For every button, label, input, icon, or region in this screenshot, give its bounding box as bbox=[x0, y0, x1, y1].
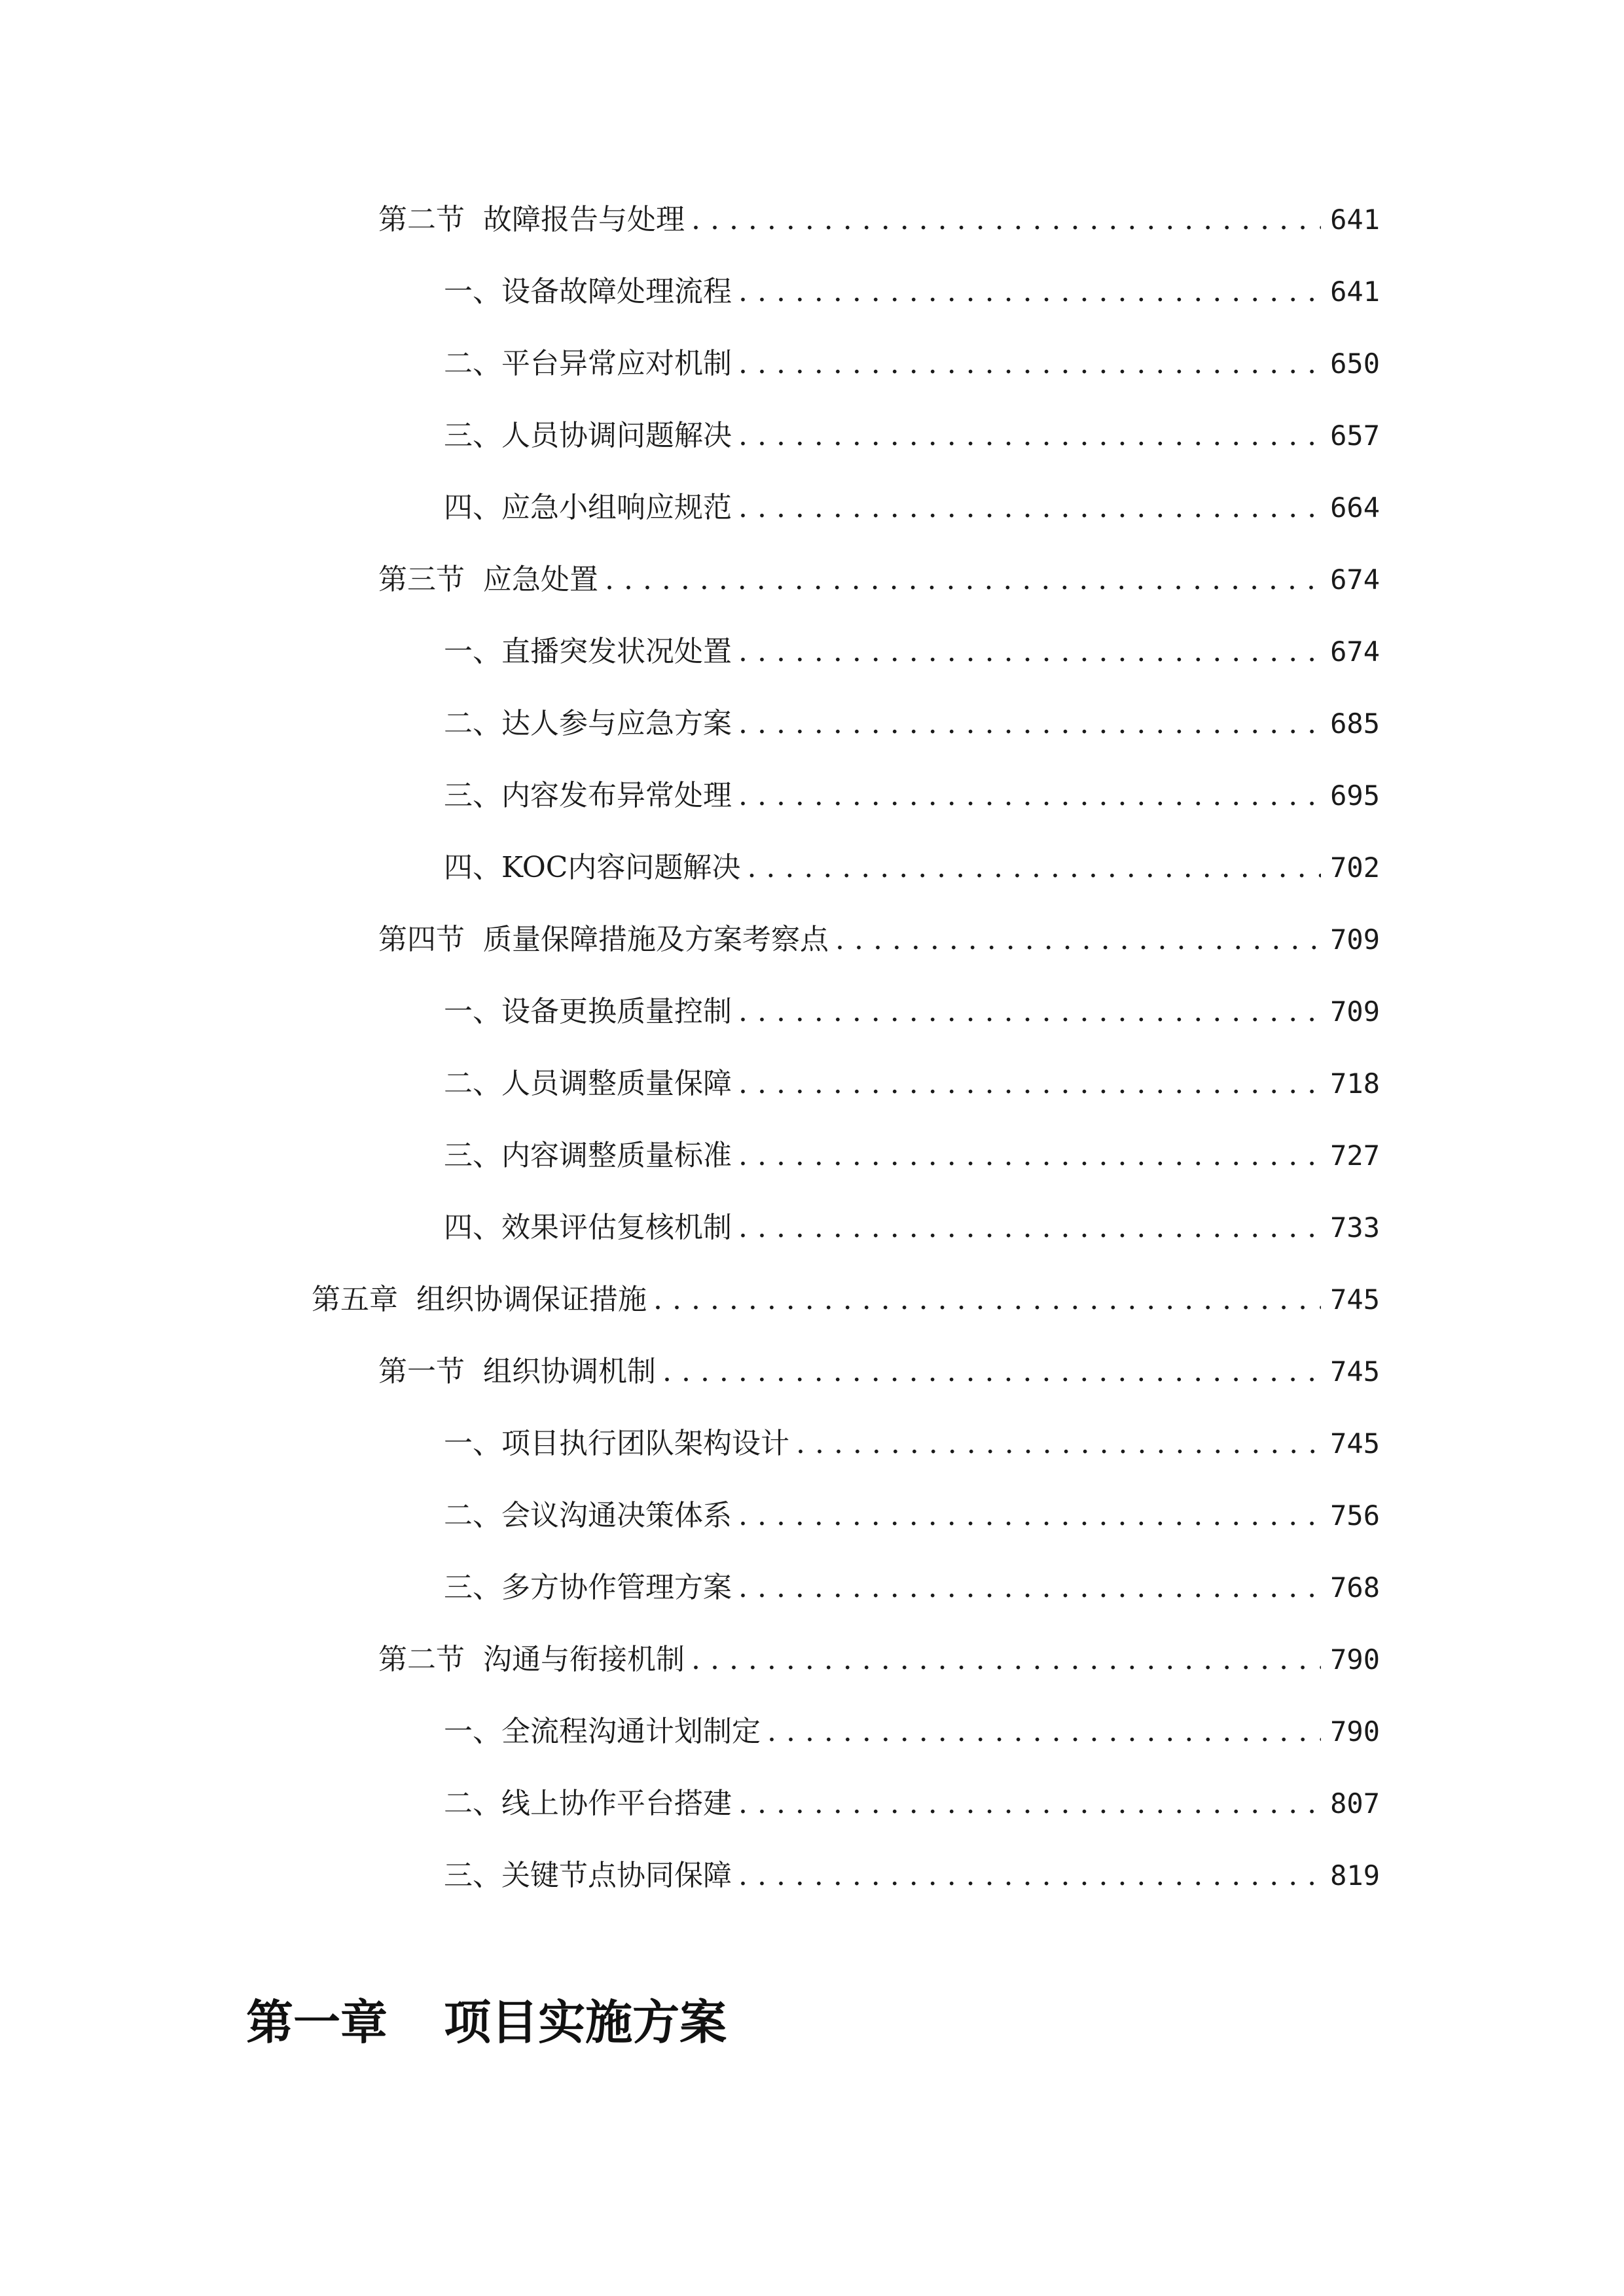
toc-entry-number: 第二节 bbox=[378, 1643, 465, 1676]
toc-entry-number: 三、 bbox=[444, 1571, 501, 1604]
toc-entry-title: 人员协调问题解决 bbox=[501, 419, 732, 452]
toc-entry-subsection[interactable] bbox=[444, 1490, 1380, 1542]
dot-leader bbox=[738, 698, 1321, 750]
toc-entry-page: 641 bbox=[1330, 204, 1380, 236]
toc-entry-subsection[interactable] bbox=[444, 1418, 1380, 1470]
toc-entry-section[interactable] bbox=[378, 554, 1380, 606]
toc-entry-section[interactable] bbox=[378, 914, 1380, 966]
toc-entry-page: 657 bbox=[1330, 420, 1380, 452]
toc-entry-subsection[interactable] bbox=[444, 482, 1380, 534]
dot-leader bbox=[738, 1850, 1321, 1902]
toc-entry-number: 第五章 bbox=[312, 1283, 398, 1316]
toc-entry-page: 790 bbox=[1330, 1643, 1380, 1676]
dot-leader bbox=[747, 842, 1321, 894]
toc-entry-subsection[interactable] bbox=[444, 1562, 1380, 1614]
toc-entry-title: 组织协调机制 bbox=[483, 1355, 656, 1388]
toc-entry-title: 会议沟通决策体系 bbox=[501, 1499, 732, 1532]
dot-leader bbox=[691, 1634, 1321, 1686]
toc-entry-number: 二、 bbox=[444, 347, 501, 380]
dot-leader bbox=[653, 1274, 1321, 1326]
toc-entry-page: 674 bbox=[1330, 564, 1380, 596]
toc-entry-page: 674 bbox=[1330, 636, 1380, 668]
toc-entry-number: 一、 bbox=[444, 1427, 501, 1460]
toc-entry-subsection[interactable] bbox=[444, 770, 1380, 822]
toc-entry-number: 二、 bbox=[444, 707, 501, 740]
dot-leader bbox=[738, 410, 1321, 462]
toc-entry-number: 四、 bbox=[444, 1211, 501, 1244]
toc-entry-subsection[interactable] bbox=[444, 1202, 1380, 1254]
dot-leader bbox=[738, 986, 1321, 1038]
dot-leader bbox=[796, 1418, 1321, 1470]
toc-entry-title: 线上协作平台搭建 bbox=[501, 1787, 732, 1820]
toc-entry-page: 702 bbox=[1330, 852, 1380, 884]
toc-entry-number: 二、 bbox=[444, 1787, 501, 1820]
toc-entry-chapter[interactable] bbox=[312, 1274, 1380, 1326]
dot-leader bbox=[738, 1130, 1321, 1182]
toc-entry-subsection[interactable] bbox=[444, 1778, 1380, 1830]
toc-entry-title: 达人参与应急方案 bbox=[501, 707, 732, 740]
toc-entry-number: 三、 bbox=[444, 419, 501, 452]
dot-leader bbox=[662, 1346, 1321, 1398]
toc-entry-subsection[interactable] bbox=[444, 338, 1380, 390]
toc-entry-subsection[interactable] bbox=[444, 698, 1380, 750]
toc-entry-number: 第一节 bbox=[378, 1355, 465, 1388]
toc-entry-title: 直播突发状况处置 bbox=[501, 635, 732, 668]
toc-entry-page: 745 bbox=[1330, 1427, 1380, 1460]
toc-entry-title: 内容调整质量标准 bbox=[501, 1139, 732, 1172]
toc-entry-page: 664 bbox=[1330, 492, 1380, 524]
toc-entry-title: 质量保障措施及方案考察点 bbox=[483, 923, 829, 956]
dot-leader bbox=[738, 482, 1321, 534]
dot-leader bbox=[738, 626, 1321, 678]
toc-entry-number: 一、 bbox=[444, 275, 501, 308]
toc-entry-number: 一、 bbox=[444, 635, 501, 668]
dot-leader bbox=[738, 1778, 1321, 1830]
chapter-number: 第一章 bbox=[246, 1995, 388, 2050]
dot-leader bbox=[738, 338, 1321, 390]
toc-entry-page: 650 bbox=[1330, 348, 1380, 380]
toc-entry-title: 应急处置 bbox=[483, 563, 598, 596]
toc-entry-page: 733 bbox=[1330, 1211, 1380, 1244]
dot-leader bbox=[738, 1562, 1321, 1614]
toc-entry-page: 756 bbox=[1330, 1499, 1380, 1532]
dot-leader bbox=[767, 1706, 1321, 1758]
toc-entry-number: 第二节 bbox=[378, 203, 465, 236]
toc-entry-title: 效果评估复核机制 bbox=[501, 1211, 732, 1244]
toc-entry-title: 全流程沟通计划制定 bbox=[501, 1715, 761, 1748]
dot-leader bbox=[835, 914, 1321, 966]
toc-entry-title: 平台异常应对机制 bbox=[501, 347, 732, 380]
toc-entry-page: 745 bbox=[1330, 1355, 1380, 1388]
dot-leader bbox=[738, 1058, 1321, 1110]
toc-entry-subsection[interactable] bbox=[444, 1850, 1380, 1902]
toc-entry-number: 三、 bbox=[444, 1139, 501, 1172]
chapter-title: 项目实施方案 bbox=[444, 1995, 727, 2050]
toc-entry-title: KOC内容问题解决 bbox=[501, 851, 741, 884]
toc-entry-number: 二、 bbox=[444, 1499, 501, 1532]
toc-entry-title: 关键节点协同保障 bbox=[501, 1859, 732, 1892]
toc-entry-number: 四、 bbox=[444, 491, 501, 524]
toc-entry-page: 768 bbox=[1330, 1571, 1380, 1604]
toc-entry-page: 695 bbox=[1330, 780, 1380, 812]
toc-entry-subsection[interactable] bbox=[444, 1706, 1380, 1758]
toc-entry-subsection[interactable] bbox=[444, 266, 1380, 318]
toc-entry-number: 三、 bbox=[444, 1859, 501, 1892]
toc-entry-page: 709 bbox=[1330, 924, 1380, 956]
toc-entry-title: 人员调整质量保障 bbox=[501, 1067, 732, 1100]
chapter-heading bbox=[246, 1990, 727, 2055]
toc-entry-page: 807 bbox=[1330, 1787, 1380, 1820]
toc-entry-title: 项目执行团队架构设计 bbox=[501, 1427, 789, 1460]
toc-entry-number: 一、 bbox=[444, 995, 501, 1028]
toc-entry-subsection[interactable] bbox=[444, 986, 1380, 1038]
toc-entry-title: 组织协调保证措施 bbox=[416, 1283, 647, 1316]
toc-entry-title: 故障报告与处理 bbox=[483, 203, 685, 236]
dot-leader bbox=[691, 194, 1321, 246]
toc-entry-subsection[interactable] bbox=[444, 842, 1380, 894]
toc-entry-page: 727 bbox=[1330, 1139, 1380, 1172]
toc-entry-page: 709 bbox=[1330, 996, 1380, 1028]
dot-leader bbox=[605, 554, 1321, 606]
dot-leader bbox=[738, 1490, 1321, 1542]
toc-entry-section[interactable] bbox=[378, 1346, 1380, 1398]
toc-entry-title: 多方协作管理方案 bbox=[501, 1571, 732, 1604]
toc-entry-subsection[interactable] bbox=[444, 410, 1380, 462]
dot-leader bbox=[738, 266, 1321, 318]
toc-entry-title: 内容发布异常处理 bbox=[501, 779, 732, 812]
toc-entry-title: 应急小组响应规范 bbox=[501, 491, 732, 524]
dot-leader bbox=[738, 770, 1321, 822]
toc-entry-number: 二、 bbox=[444, 1067, 501, 1100]
toc-entry-number: 第四节 bbox=[378, 923, 465, 956]
toc-entry-number: 第三节 bbox=[378, 563, 465, 596]
dot-leader bbox=[738, 1202, 1321, 1254]
toc-entry-title: 设备故障处理流程 bbox=[501, 275, 732, 308]
toc-entry-title: 设备更换质量控制 bbox=[501, 995, 732, 1028]
toc-entry-page: 685 bbox=[1330, 708, 1380, 740]
toc-entry-page: 718 bbox=[1330, 1067, 1380, 1100]
toc-entry-subsection[interactable] bbox=[444, 626, 1380, 678]
toc-entry-page: 790 bbox=[1330, 1715, 1380, 1748]
toc-entry-subsection[interactable] bbox=[444, 1130, 1380, 1182]
toc-entry-title: 沟通与衔接机制 bbox=[483, 1643, 685, 1676]
toc-entry-number: 三、 bbox=[444, 779, 501, 812]
toc-entry-number: 四、 bbox=[444, 851, 501, 884]
toc-entry-page: 819 bbox=[1330, 1859, 1380, 1892]
toc-entry-section[interactable] bbox=[378, 1634, 1380, 1686]
toc-entry-subsection[interactable] bbox=[444, 1058, 1380, 1110]
toc-entry-page: 641 bbox=[1330, 276, 1380, 308]
toc-entry-page: 745 bbox=[1330, 1283, 1380, 1316]
toc-entry-section[interactable] bbox=[378, 194, 1380, 246]
toc-entry-number: 一、 bbox=[444, 1715, 501, 1748]
